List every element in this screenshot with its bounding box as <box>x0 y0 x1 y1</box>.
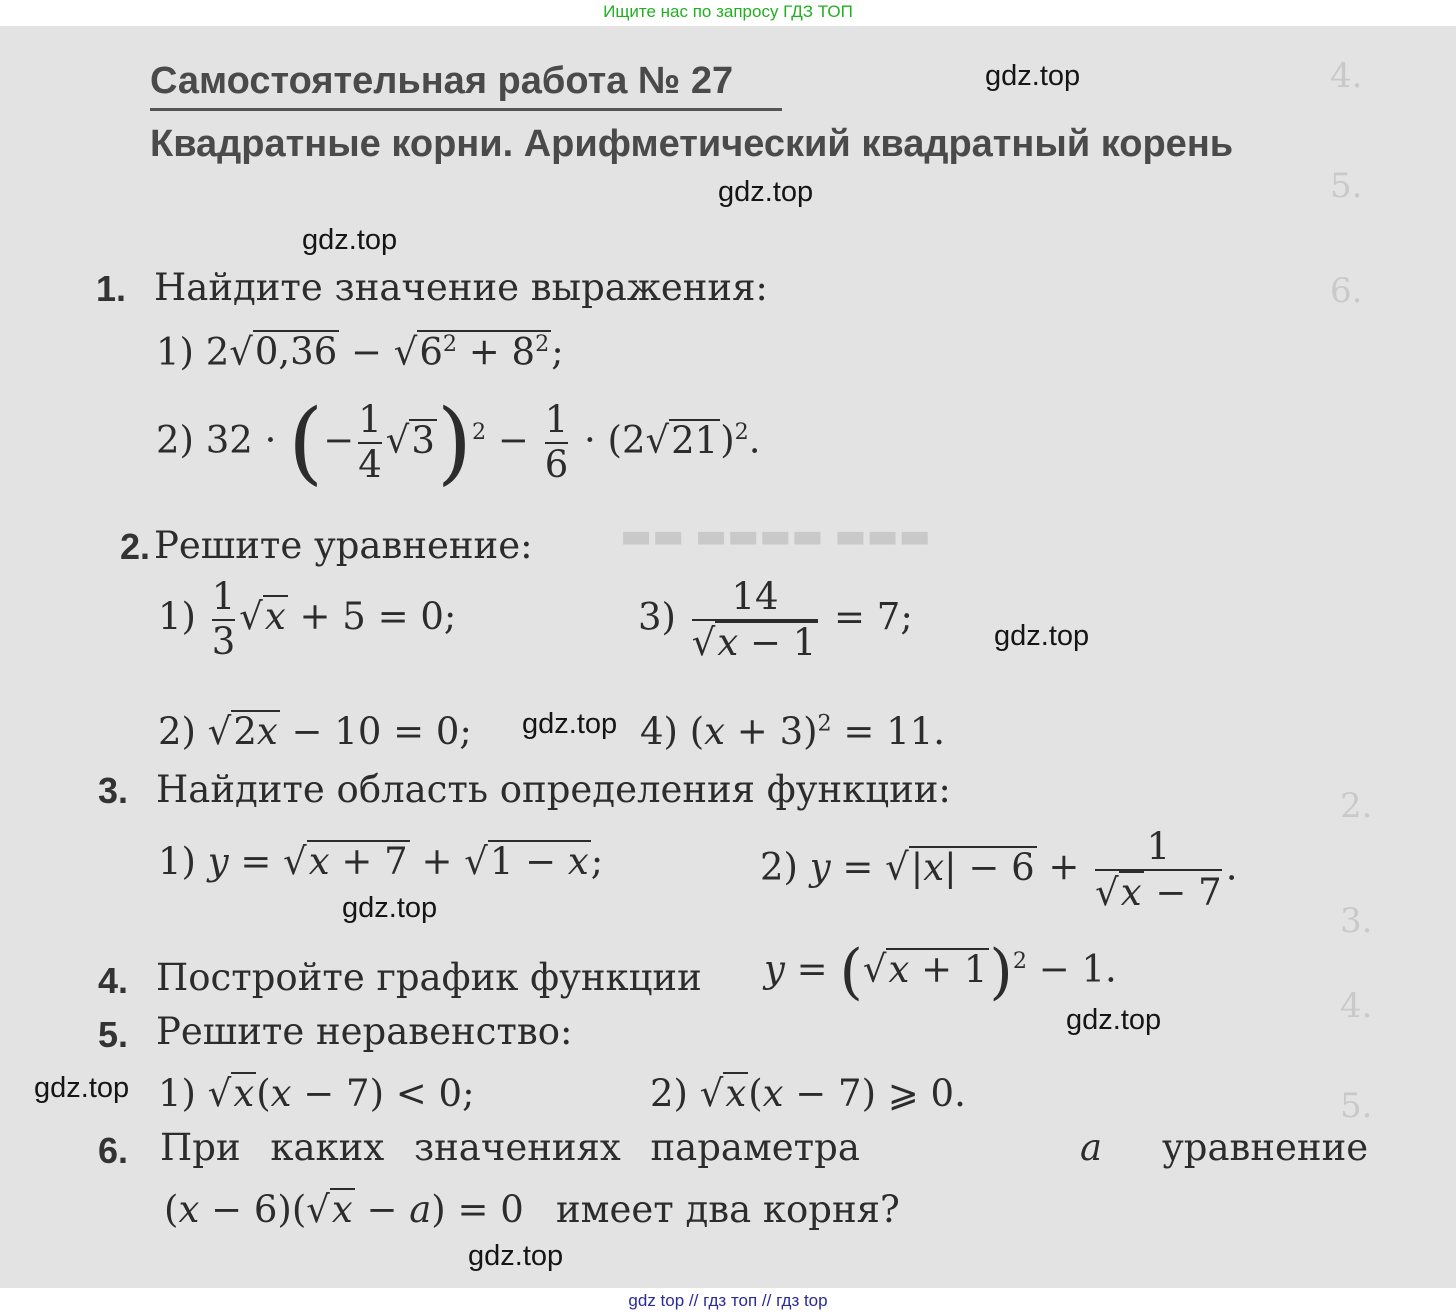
textbook-page: 4. 5. 6. ▬▬ ▬▬▬▬ ▬▬▬ 2. 3. 4. 5. Самостоятельная работа № 27 Квадратные корни. Арифметический квадратный корень gdz.top gdz.top gdz.top gdz.top gdz.top gdz.top gdz.top gdz.top gdz.top 1. Найдите значение выражения: 1) $2√0,36 - √6^2 + 8^2$; 2) 32 · (− $\frac{1}{4}$ √3)$^2$ − $\frac{1}{6}$ · $(2√21)^2$. 2. Решите уравнение: 1) $\frac{1}{3}$ √x + 5 = 0; 3) $\frac{14}{√x - 1}$ = 7; 2) √2x − 10 = 0; 4) $(x + 3)^2 = 11$. 3. Найдите область определения функции: 1) y = √x + 7 + √1 − x; 2) y = √|x| − 6 + $\frac{1}{√x - 7}$ . 4. Постройте график функции $y = (√x + 1)^2 - 1$. 5. Решите неравенство: 1) √x(x − 7) < 0; 2) √x(x − 7) ⩾ 0. 6. При каких значениях параметра a уравнение (x − 6)(√x − a) = 0 имеет два корня? <box>0 26 1456 1288</box>
task-2-eq-2: 2) √2x − 10 = 0; <box>158 710 472 753</box>
task-1-expr-1: 1) $2√0,36 - √6^2 + 8^2$; <box>156 330 564 374</box>
task-6-text: При каких значениях параметра <box>160 1126 860 1169</box>
title-underline <box>150 108 782 111</box>
task-2-eq-4: 4) $(x + 3)^2 = 11$. <box>640 710 946 753</box>
watermark: gdz.top <box>985 60 1081 92</box>
task-2-eq-3: 3) $\frac{14}{√x - 1}$ = 7; <box>638 575 913 664</box>
task-1-text: Найдите значение выражения: <box>154 266 768 309</box>
task-5-text: Решите неравенство: <box>156 1010 573 1053</box>
watermark: gdz.top <box>302 224 398 256</box>
task-2-text: Решите уравнение: <box>154 524 533 567</box>
task-6-text-tail: уравнение <box>1162 1126 1369 1169</box>
task-6-number: 6. <box>98 1130 129 1171</box>
task-1-number: 1. <box>96 268 127 309</box>
task-6-equation: (x − 6)(√x − a) = 0 <box>164 1188 524 1231</box>
task-3-func-2: 2) y = √|x| − 6 + $\frac{1}{√x - 7}$ . <box>760 825 1238 914</box>
task-3-number: 3. <box>98 770 129 811</box>
task-3-func-1: 1) y = √x + 7 + √1 − x; <box>158 840 604 883</box>
task-4-number: 4. <box>98 960 129 1001</box>
task-1-expr-2: 2) 32 · (− $\frac{1}{4}$ √3)$^2$ − $\frac{1}{6}$ · $(2√21)^2$. <box>156 390 761 495</box>
watermark: gdz.top <box>342 892 438 924</box>
task-6-param: a <box>1080 1126 1103 1169</box>
watermark: gdz.top <box>522 708 618 740</box>
watermark: gdz.top <box>1066 1004 1162 1036</box>
top-banner: Ищите нас по запросу ГДЗ ТОП <box>603 2 853 21</box>
task-4-text: Постройте график функции <box>156 956 702 999</box>
watermark: gdz.top <box>718 176 814 208</box>
task-5-number: 5. <box>98 1014 129 1055</box>
task-2-number: 2. <box>120 526 151 567</box>
task-5-ineq-1: 1) √x(x − 7) < 0; <box>158 1072 475 1115</box>
page-subtitle: Квадратные корни. Арифметический квадратный корень <box>150 123 1234 165</box>
task-2-eq-1: 1) $\frac{1}{3}$ √x + 5 = 0; <box>158 575 457 663</box>
task-4-func: $y = (√x + 1)^2 - 1$. <box>764 937 1117 1007</box>
task-3-text: Найдите область определения функции: <box>156 768 951 811</box>
watermark: gdz.top <box>994 620 1090 652</box>
watermark: gdz.top <box>34 1072 130 1104</box>
task-6-question: имеет два корня? <box>556 1188 900 1231</box>
page-title: Самостоятельная работа № 27 <box>150 60 734 102</box>
task-5-ineq-2: 2) √x(x − 7) ⩾ 0. <box>650 1072 966 1115</box>
bottom-banner: gdz top // гдз топ // гдз top <box>628 1291 828 1310</box>
watermark: gdz.top <box>468 1240 564 1272</box>
